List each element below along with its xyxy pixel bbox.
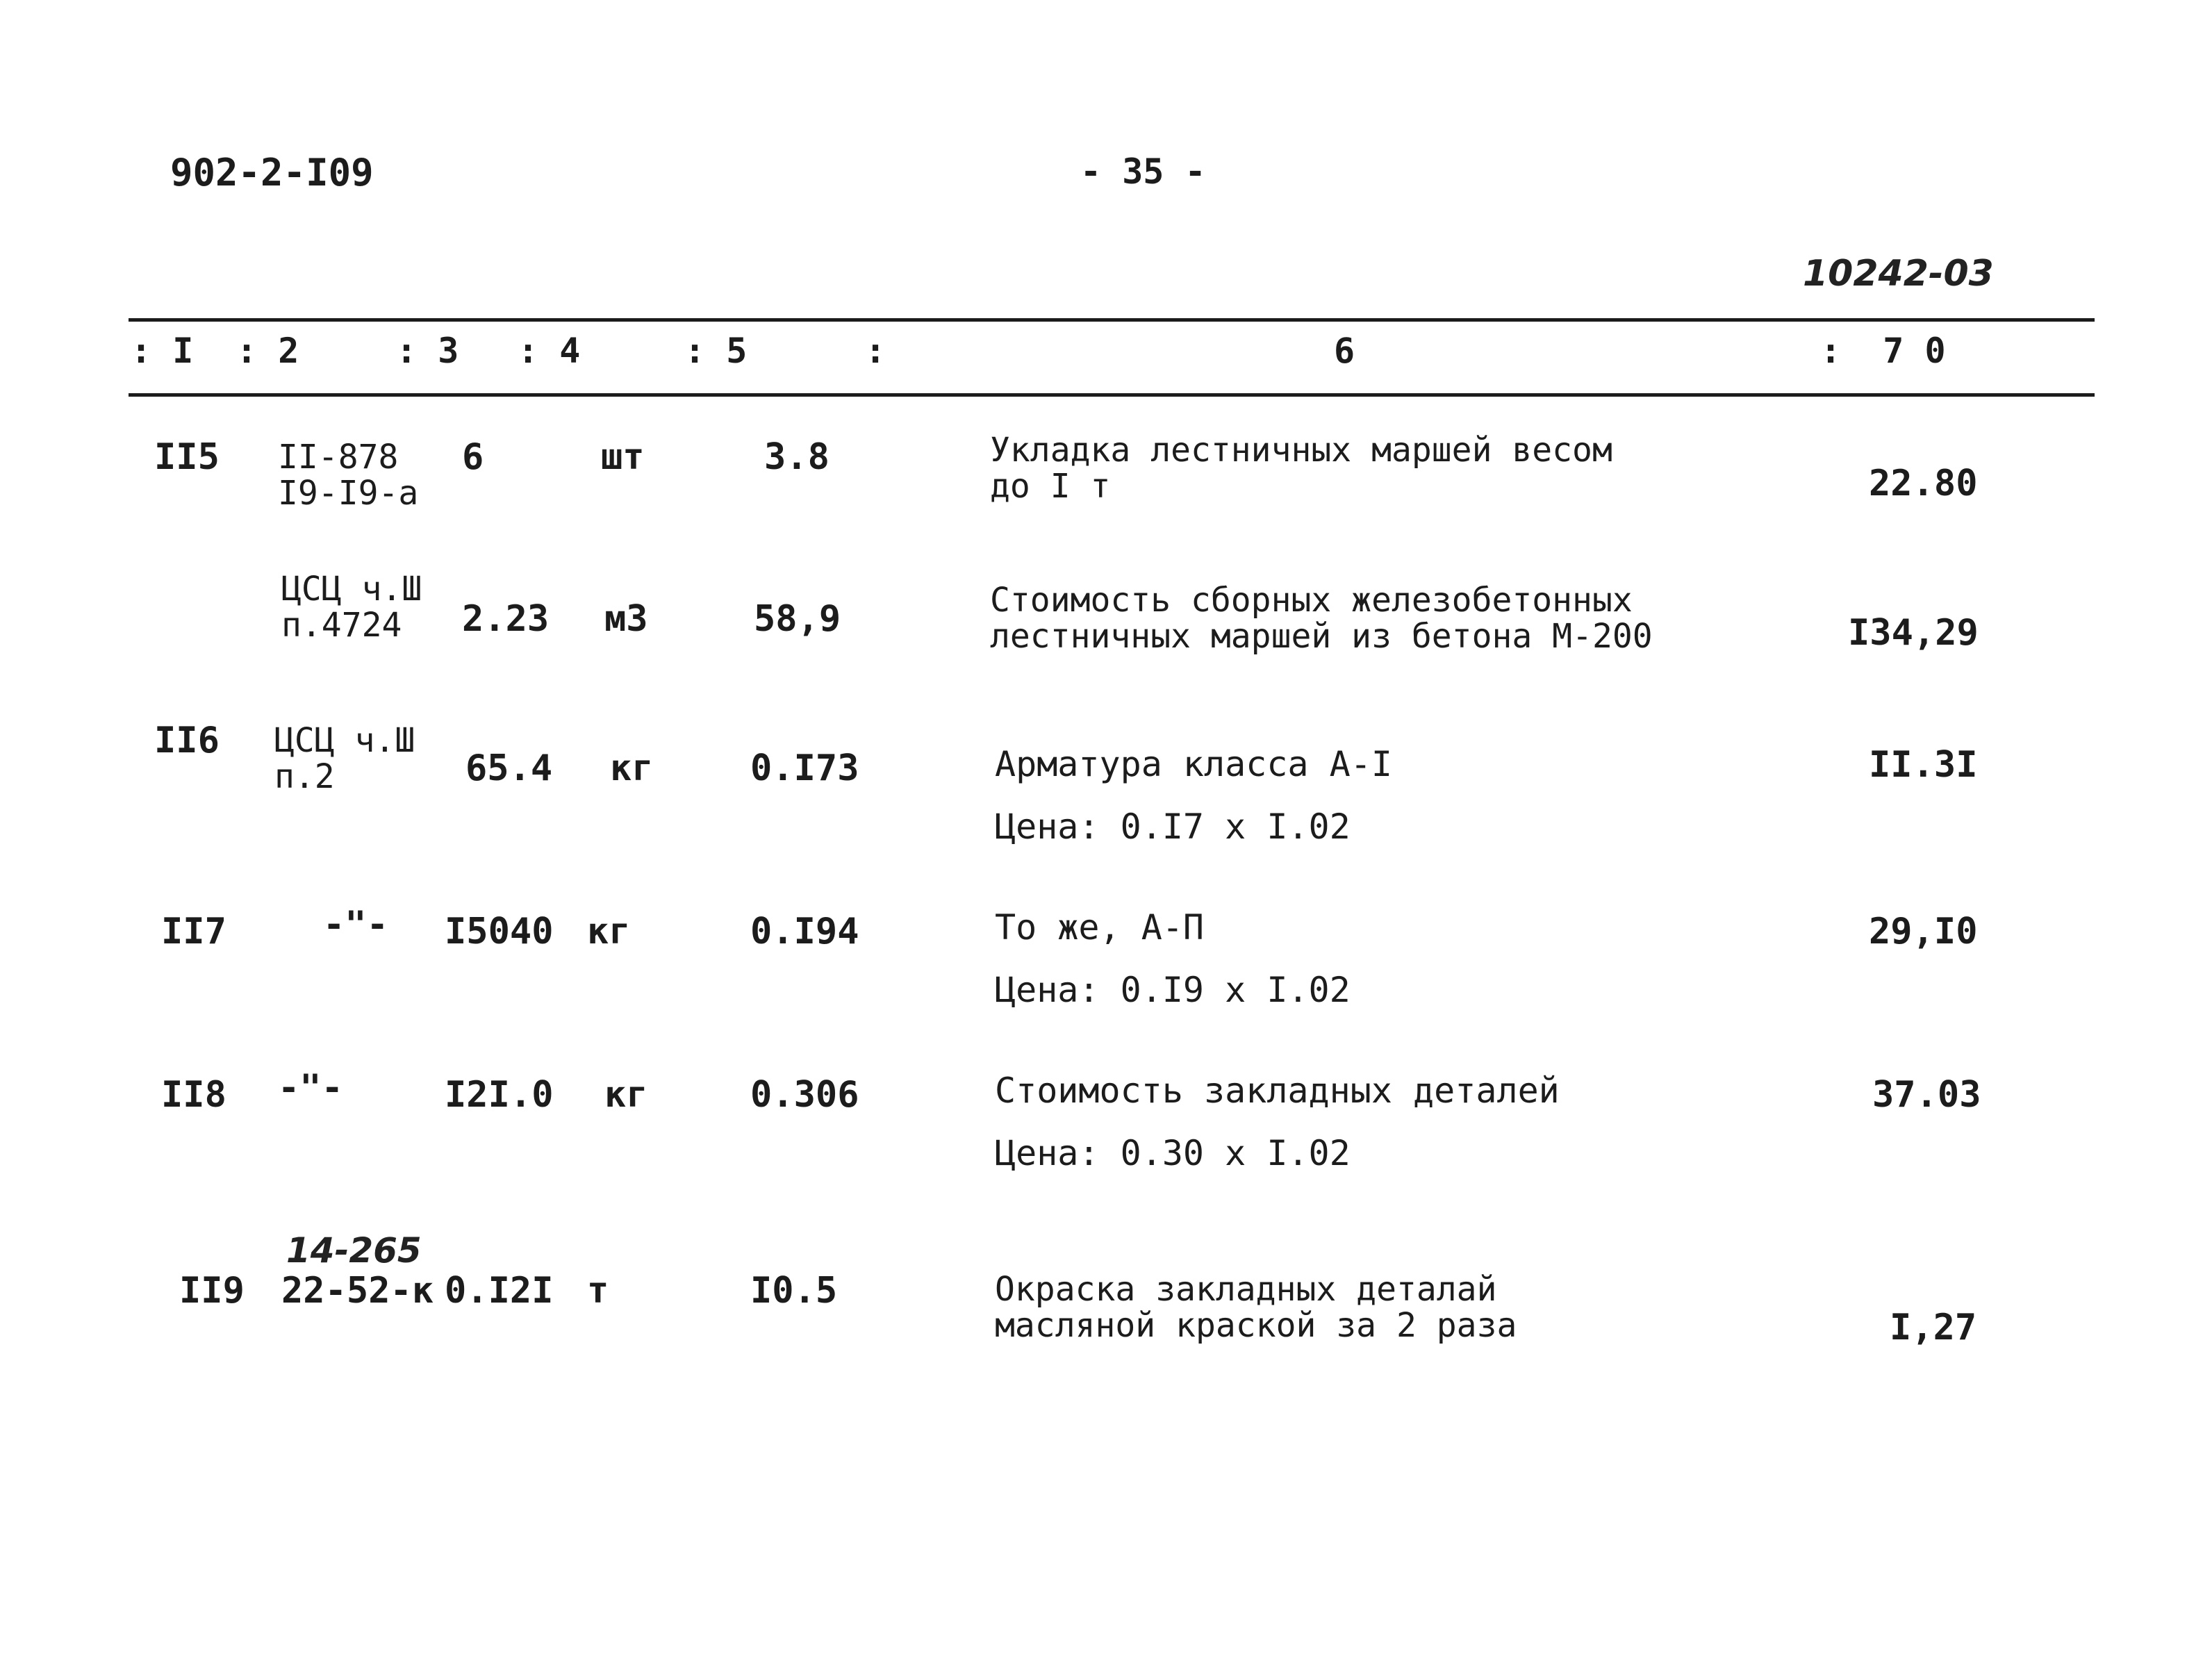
row-code: 22-52-к bbox=[281, 1270, 434, 1312]
row-code: II-878 I9-I9-a bbox=[278, 438, 419, 513]
row-unit: шт bbox=[601, 436, 645, 478]
row-unit: м3 bbox=[604, 598, 648, 640]
row-unit: т bbox=[587, 1270, 609, 1312]
column-header-5: : 5 bbox=[684, 331, 748, 371]
row-price: 0.I73 bbox=[750, 747, 859, 789]
row-number: II6 bbox=[154, 720, 220, 761]
row-number: II8 bbox=[161, 1074, 226, 1116]
row-total: I,27 bbox=[1890, 1307, 1977, 1348]
row-description: Стоимость сборных железобетонных лестничных маршей из бетона М-200 bbox=[990, 581, 1653, 656]
row-price-note: Цена: 0.30 х I.02 bbox=[995, 1133, 1351, 1173]
column-header-2: : 2 bbox=[236, 331, 299, 371]
row-price: I0.5 bbox=[750, 1270, 838, 1312]
row-quantity: 6 bbox=[462, 436, 484, 478]
document-code: 902-2-I09 bbox=[170, 151, 374, 195]
row-description: То же, А-П bbox=[995, 907, 1205, 948]
row-total: 37.03 bbox=[1872, 1074, 1981, 1116]
table-top-rule bbox=[129, 318, 2095, 322]
row-description: Арматура класса А-I bbox=[995, 744, 1392, 784]
row-unit: кг bbox=[610, 747, 654, 789]
row-unit: кг bbox=[587, 911, 631, 952]
row-price: 0.I94 bbox=[750, 911, 859, 952]
column-separator: : bbox=[865, 331, 886, 371]
row-code: ЦСЦ ч.Ш п.2 bbox=[274, 721, 415, 796]
row-quantity: I2I.0 bbox=[445, 1074, 554, 1116]
row-code-ditto: -"- bbox=[278, 1067, 343, 1109]
row-code-ditto: -"- bbox=[323, 904, 388, 945]
row-total: II.3I bbox=[1869, 744, 1978, 786]
row-unit: кг bbox=[604, 1074, 648, 1116]
row-price: 0.306 bbox=[750, 1074, 859, 1116]
column-header-3: : 3 bbox=[396, 331, 459, 371]
row-price-note: Цена: 0.I7 х I.02 bbox=[995, 807, 1351, 847]
column-header-1: : I bbox=[131, 331, 194, 371]
row-price: 3.8 bbox=[764, 436, 830, 478]
row-quantity: 0.I2I bbox=[445, 1270, 554, 1312]
row-number: II7 bbox=[161, 911, 226, 952]
page-number: - 35 - bbox=[1080, 151, 1206, 192]
column-header-4: : 4 bbox=[518, 331, 581, 371]
column-header-7: : 7 0 bbox=[1820, 331, 1946, 371]
row-description: Окраска закладных деталай масляной краской за 2 раза bbox=[995, 1270, 1517, 1345]
row-quantity: 2.23 bbox=[462, 598, 550, 640]
row-total: 22.80 bbox=[1869, 463, 1978, 504]
row-price: 58,9 bbox=[754, 598, 841, 640]
handwritten-code: 10242-03 bbox=[1803, 253, 1994, 295]
row-description: Стоимость закладных деталей bbox=[995, 1071, 1560, 1111]
row-number: II9 bbox=[179, 1270, 245, 1312]
row-quantity: I5040 bbox=[445, 911, 554, 952]
row-code-handwritten: 14-265 bbox=[286, 1230, 422, 1271]
row-number: II5 bbox=[154, 436, 220, 478]
row-total: I34,29 bbox=[1848, 612, 1979, 654]
row-code: ЦСЦ ч.Ш п.4724 bbox=[281, 570, 422, 645]
row-description: Укладка лестничных маршей весом до I т bbox=[990, 431, 1612, 506]
row-price-note: Цена: 0.I9 х I.02 bbox=[995, 970, 1351, 1010]
table-header-rule bbox=[129, 393, 2095, 397]
row-total: 29,I0 bbox=[1869, 911, 1978, 952]
row-quantity: 65.4 bbox=[465, 747, 553, 789]
column-header-6: 6 bbox=[1334, 331, 1355, 371]
